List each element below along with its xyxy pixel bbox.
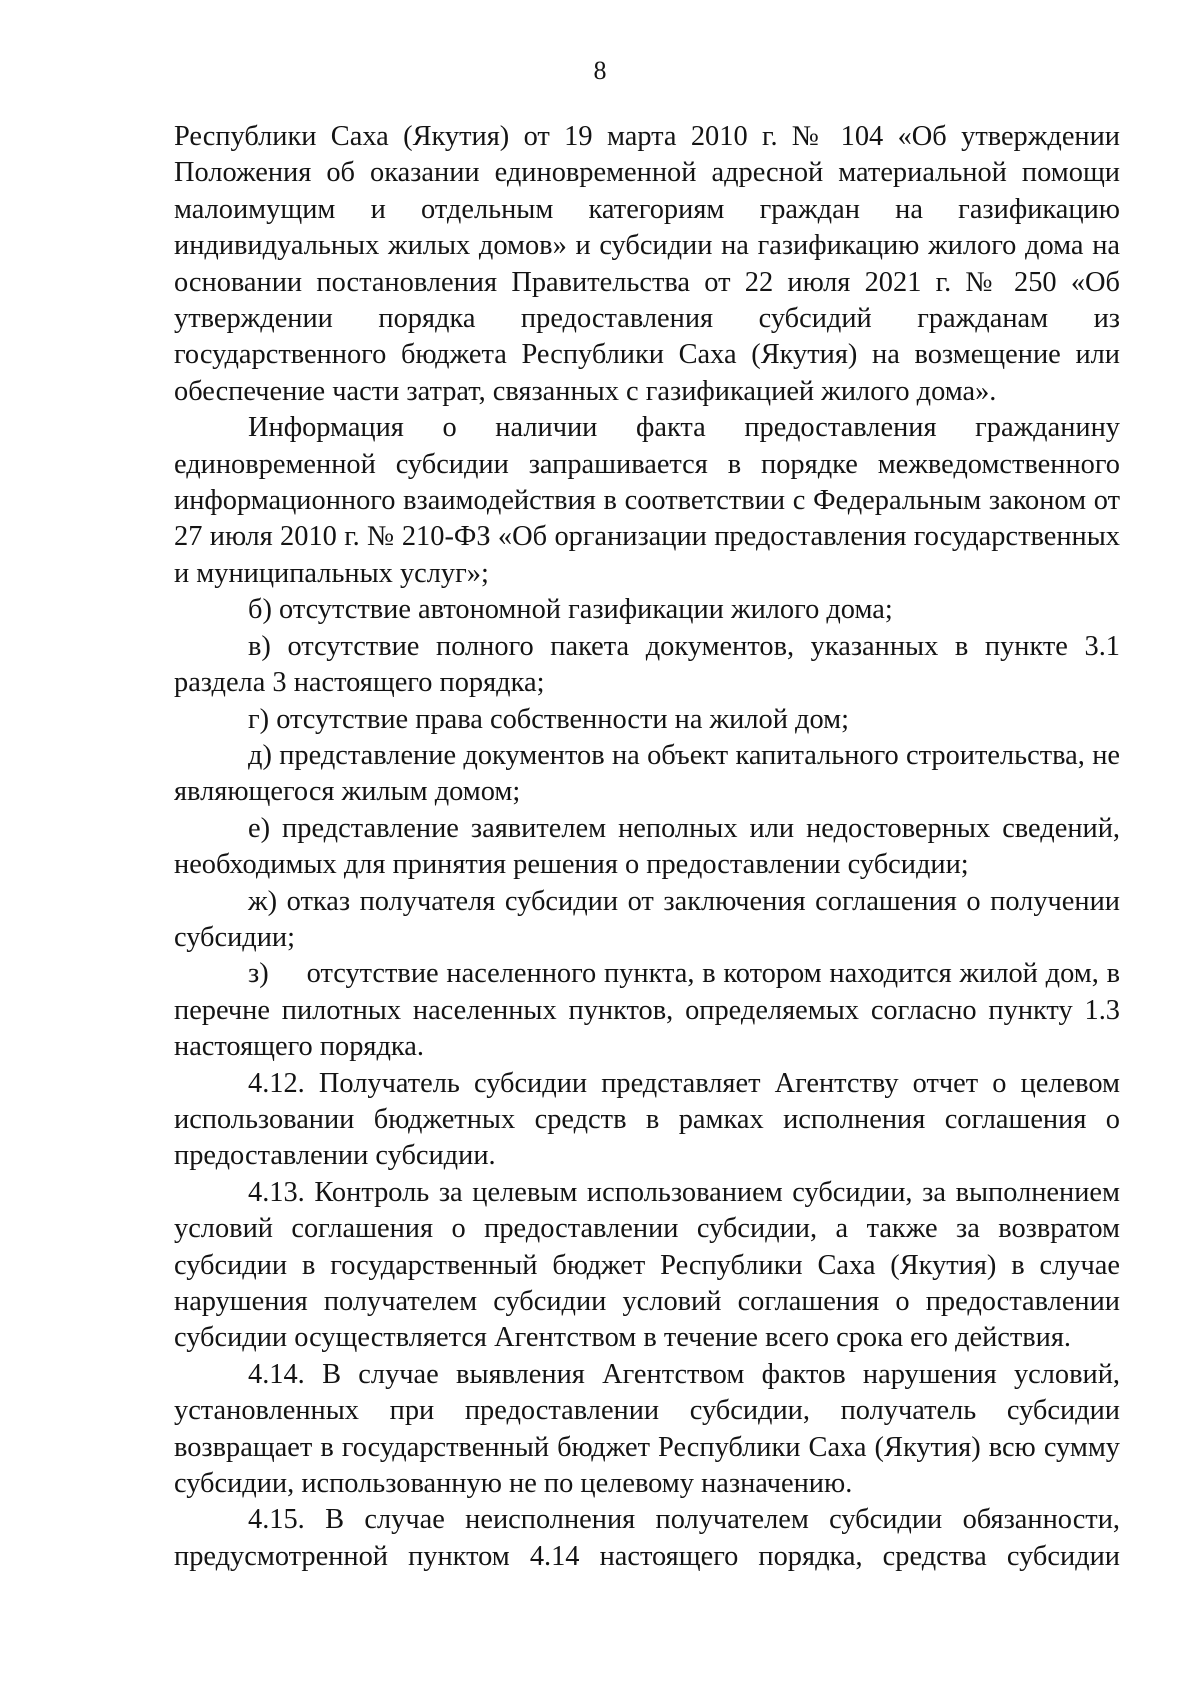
paragraph-information: Информация о наличии факта предоставления гражданину единовременной субсидии запрашивается в порядке межведомственного информационного взаимодействия в соответствии с Федеральным законом от 27 июля 2010 г. № 210-ФЗ «Об организации предоставления государственных и муниципальных услуг»;	[174, 412, 1120, 589]
clause-4-13: 4.13. Контроль за целевым использованием субсидии, за выполнением условий соглашения о предоставлении субсидии, а также за возвратом субсидии в государственный бюджет Республики Саха (Якутия) в случае нарушения получателем субсидии условий соглашения о предоставлении субсидии осуществляется Агентством в течение всего срока его действия.	[174, 1176, 1120, 1354]
list-item-e: е) представление заявителем неполных или недостоверных сведений, необходимых для принятия решения о предоставлении субсидии;	[174, 812, 1120, 881]
list-item-g: г) отсутствие права собственности на жилой дом;	[248, 703, 849, 735]
document-body	[174, 119, 1120, 1575]
clause-4-15: 4.15. В случае неисполнения получателем субсидии обязанности, предусмотренной пунктом 4.14 настоящего порядка, средства субсидии	[174, 1504, 1120, 1572]
list-item-d: д) представление документов на объект капитального строительства, не являющегося жилым домом;	[174, 739, 1120, 808]
paragraph-continuation: Республики Саха (Якутия) от 19 марта 2010 г. № 104 «Об утверждении Положения об оказании единовременной адресной материальной помощи малоимущим и отдельным категориям граждан на газификацию индивидуальных жилых домов» и субсидии на газификацию жилого дома на основании постановления Правительства от 22 июля 2021 г. № 250 «Об утверждении порядка предоставления субсидий гражданам из государственного бюджета Республики Саха (Якутия) на возмещение или обеспечение части затрат, связанных с газификацией жилого дома».	[174, 121, 1120, 407]
clause-4-14: 4.14. В случае выявления Агентством фактов нарушения условий, установленных при предоставлении субсидии, получатель субсидии возвращает в государственный бюджет Республики Саха (Якутия) всю сумму субсидии, использованную не по целевому назначению.	[174, 1358, 1120, 1500]
clause-4-12: 4.12. Получатель субсидии представляет Агентству отчет о целевом использовании бюджетных средств в рамках исполнения соглашения о предоставлении субсидии.	[174, 1067, 1120, 1172]
list-item-z-label: з)	[248, 958, 269, 990]
list-item-z	[174, 956, 1120, 1065]
list-item-b: б) отсутствие автономной газификации жилого дома;	[248, 594, 893, 626]
list-item-z-text: отсутствие населенного пункта, в котором находится жилой дом, в перечне пилотных населенных пунктов, определяемых согласно пункту 1.3 настоящего порядка.	[174, 958, 1120, 1063]
list-item-v: в) отсутствие полного пакета документов, указанных в пункте 3.1 раздела 3 настоящего порядка;	[174, 630, 1120, 699]
page-number: 8	[593, 56, 607, 85]
list-item-zh: ж) отказ получателя субсидии от заключения соглашения о получении субсидии;	[174, 885, 1120, 953]
